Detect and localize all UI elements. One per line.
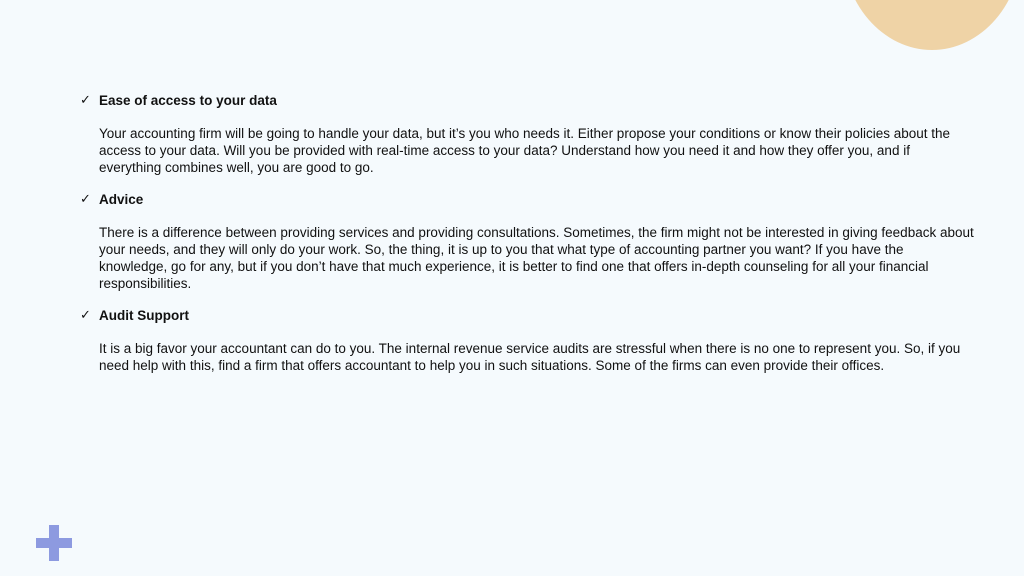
section-heading-row bbox=[80, 306, 980, 326]
section-body: Your accounting firm will be going to handle your data, but it’s you who needs it. Either propose your conditions or know their policies about the access to your data. Will you be provided with real-time access to your data? Understand how you need it and how they offer you, and if everything combines well, you are good to go. bbox=[99, 126, 951, 175]
section-audit-support bbox=[80, 306, 980, 374]
section-heading: Audit Support bbox=[99, 308, 189, 323]
section-heading-row bbox=[80, 190, 980, 210]
slide-content bbox=[80, 91, 980, 388]
section-body: There is a difference between providing services and providing consultations. Sometimes, the firm might not be interested in giving feedback about your needs, and they will only do your work. So, the thing, it is up to you that what type of accounting partner you want? If you have the knowledge, go for any, but if you don’t have that much experience, it is better to find one that offers in-depth counseling for all your financial responsibilities. bbox=[99, 225, 974, 291]
plus-icon-vertical-bar bbox=[49, 525, 59, 561]
plus-icon bbox=[36, 525, 72, 561]
section-data-access bbox=[80, 91, 980, 176]
section-body: It is a big favor your accountant can do to you. The internal revenue service audits are stressful when there is no one to represent you. So, if you need help with this, find a firm that offers accountant to help you in such situations. Some of the firms can even provide their offices. bbox=[99, 341, 961, 373]
checkmark-icon: ✓ bbox=[80, 308, 91, 323]
checkmark-icon: ✓ bbox=[80, 93, 91, 108]
section-heading: Advice bbox=[99, 192, 144, 207]
section-advice bbox=[80, 190, 980, 292]
section-heading-row bbox=[80, 91, 980, 111]
decorative-blob bbox=[842, 0, 1022, 50]
checkmark-icon: ✓ bbox=[80, 192, 91, 207]
section-heading: Ease of access to your data bbox=[99, 93, 277, 108]
